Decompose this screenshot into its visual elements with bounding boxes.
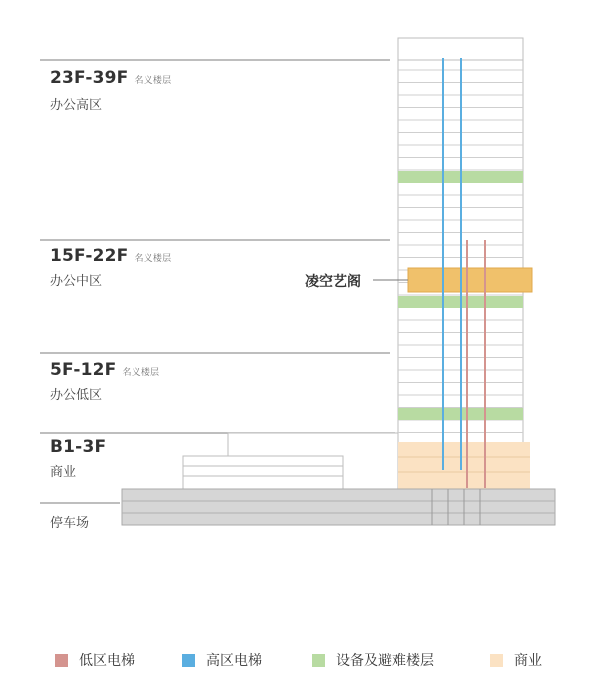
- retail-floors: [398, 442, 530, 489]
- legend-item-mechanical: [312, 651, 434, 669]
- zone-note-low: 名义楼层: [122, 368, 160, 378]
- tower: [398, 38, 532, 489]
- zone-note-mid: 名义楼层: [134, 254, 172, 264]
- legend-swatch-low-elevator: [55, 654, 68, 667]
- parking-block: [122, 489, 555, 525]
- legend-label-high-elevator: 高区电梯: [206, 653, 262, 669]
- legend-label-retail: 商业: [514, 653, 542, 669]
- zone-range-retail: B1-3F: [50, 437, 107, 457]
- legend-item-high-elevator: [182, 651, 262, 669]
- legend-item-low-elevator: [55, 651, 135, 669]
- legend-item-retail: [490, 651, 542, 669]
- legend-swatch-mechanical: [312, 654, 325, 667]
- legend-swatch-high-elevator: [182, 654, 195, 667]
- legend-swatch-retail: [490, 654, 503, 667]
- zone-note-high: 名义楼层: [134, 76, 172, 86]
- zone-range-mid: 15F-22F 名义楼层: [50, 246, 172, 266]
- legend-label-mechanical: 设备及避难楼层: [336, 653, 434, 669]
- zone-name-low: 办公低区: [50, 388, 103, 403]
- sky-lobby-label: 凌空艺阁: [305, 274, 361, 290]
- zone-name-mid: 办公中区: [50, 274, 103, 289]
- zone-range-low: 5F-12F 名义楼层: [50, 360, 160, 380]
- zone-name-high: 办公高区: [50, 98, 103, 113]
- zone-range-high: 23F-39F 名义楼层: [50, 68, 172, 88]
- zone-name-parking: 停车场: [50, 516, 90, 531]
- sky-lobby-block: [408, 268, 532, 292]
- podium: [183, 433, 398, 489]
- zone-name-retail: 商业: [50, 465, 77, 480]
- legend-label-low-elevator: 低区电梯: [79, 653, 135, 669]
